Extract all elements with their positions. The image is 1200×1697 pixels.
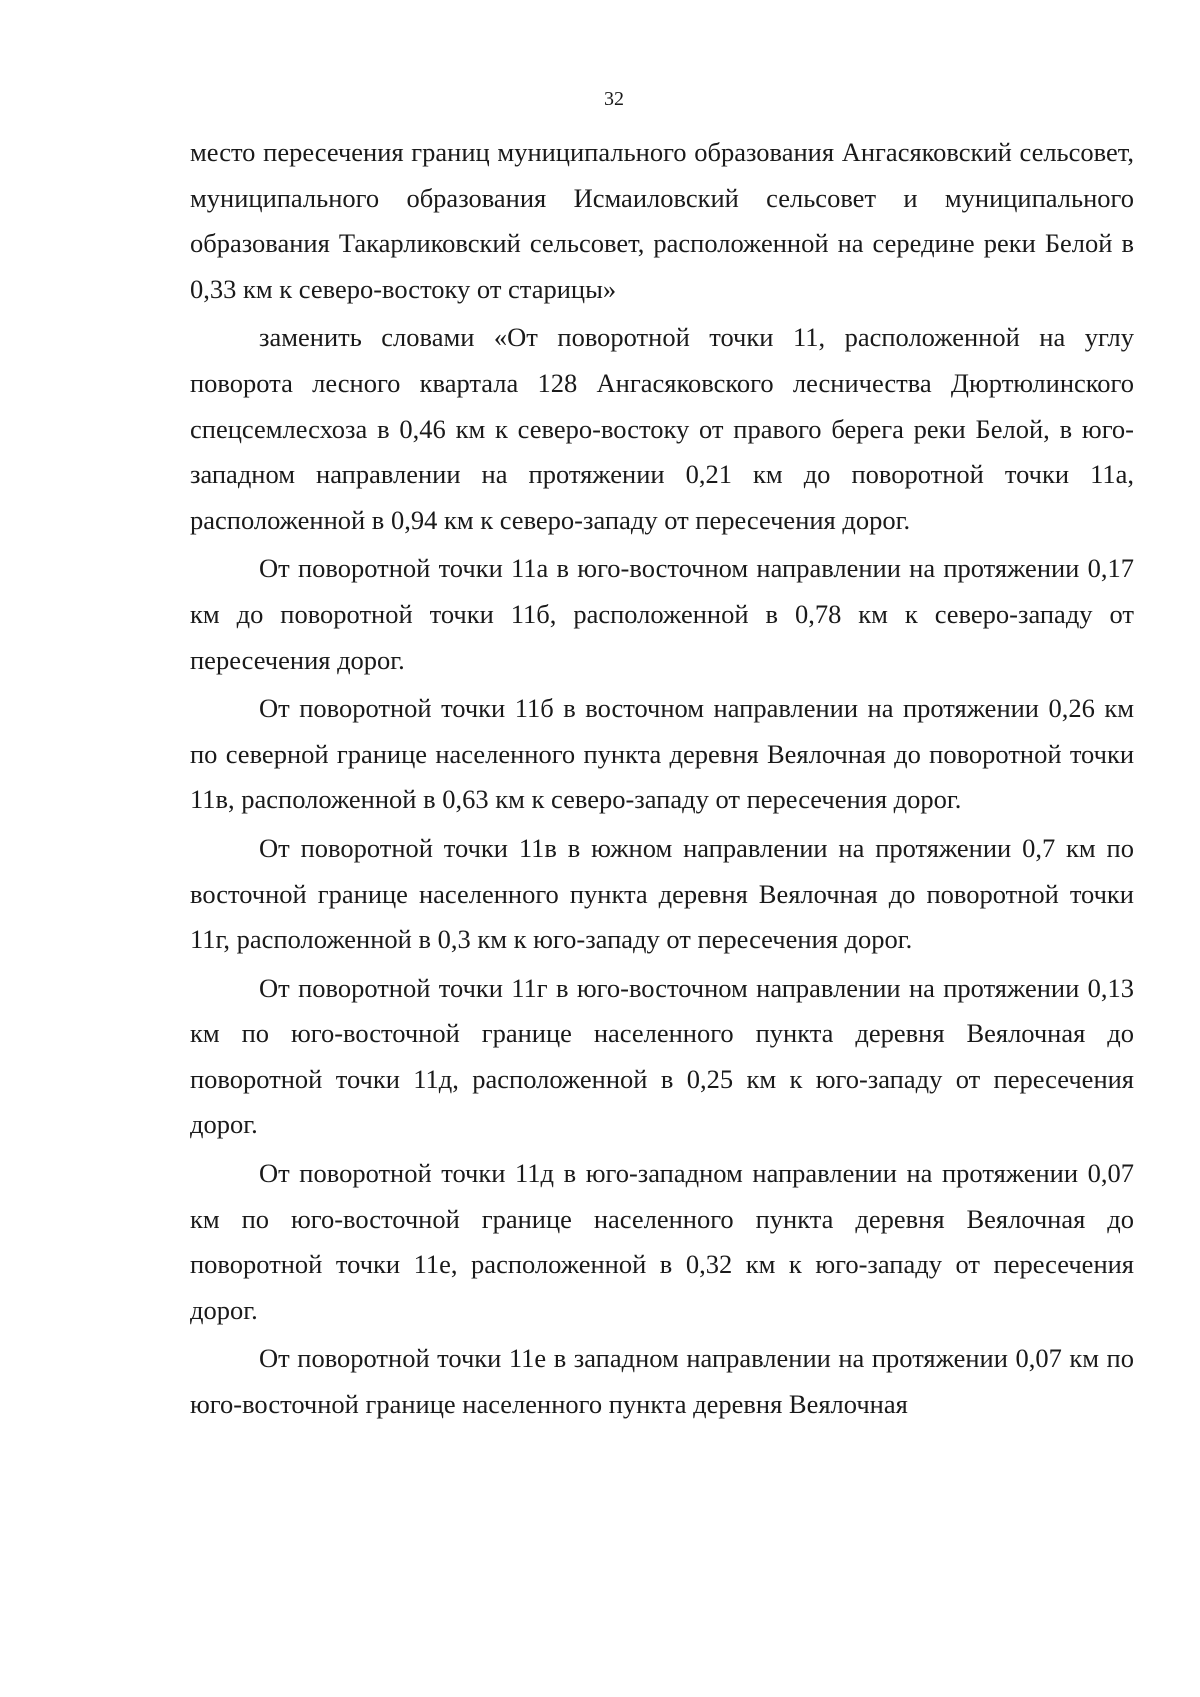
paragraph-point-11v: От поворотной точки 11в в южном направлении на протяжении 0,7 км по восточной границе населенного пункта деревня Веялочная до поворотной точки 11г, расположенной в 0,3 км к юго-западу от пересечения дорог. xyxy=(190,832,1134,955)
page-number: 32 xyxy=(604,88,624,110)
paragraph-point-11d: От поворотной точки 11д в юго-западном направлении на протяжении 0,07 км по юго-восточной границе населенного пункта деревня Веялочная до поворотной точки 11е, расположенной в 0,32 км к юго-западу от пересечения дорог. xyxy=(190,1158,1134,1325)
paragraph-continuation: место пересечения границ муниципального образования Ангасяковский сельсовет, муниципального образования Исмаиловский сельсовет и муниципального образования Такарликовский сельсовет, расположенной на середине реки Белой в 0,33 км к северо-востоку от старицы» xyxy=(190,137,1134,304)
paragraph-point-11b: От поворотной точки 11б в восточном направлении на протяжении 0,26 км по северной границе населенного пункта деревня Веялочная до поворотной точки 11в, расположенной в 0,63 км к северо-западу от пересечения дорог. xyxy=(190,693,1134,815)
paragraph-point-11a: От поворотной точки 11а в юго-восточном направлении на протяжении 0,17 км до поворотной точки 11б, расположенной в 0,78 км к северо-западу от пересечения дорог. xyxy=(190,553,1134,675)
document-body xyxy=(190,130,1134,1431)
paragraph-point-11e: От поворотной точки 11е в западном направлении на протяжении 0,07 км по юго-восточной границе населенного пункта деревня Веялочная xyxy=(190,1343,1134,1420)
paragraph-point-11g: От поворотной точки 11г в юго-восточном направлении на протяжении 0,13 км по юго-восточной границе населенного пункта деревня Веялочная до поворотной точки 11д, расположенной в 0,25 км к юго-западу от пересечения дорог. xyxy=(190,972,1134,1140)
paragraph-replacement-intro: заменить словами «От поворотной точки 11, расположенной на углу поворота лесного квартала 128 Ангасяковского лесничества Дюртюлинского спецсемлесхоза в 0,46 км к северо-востоку от правого берега реки Белой, в юго-западном направлении на протяжении 0,21 км до поворотной точки 11а, расположенной в 0,94 км к северо-западу от пересечения дорог. xyxy=(190,322,1134,535)
